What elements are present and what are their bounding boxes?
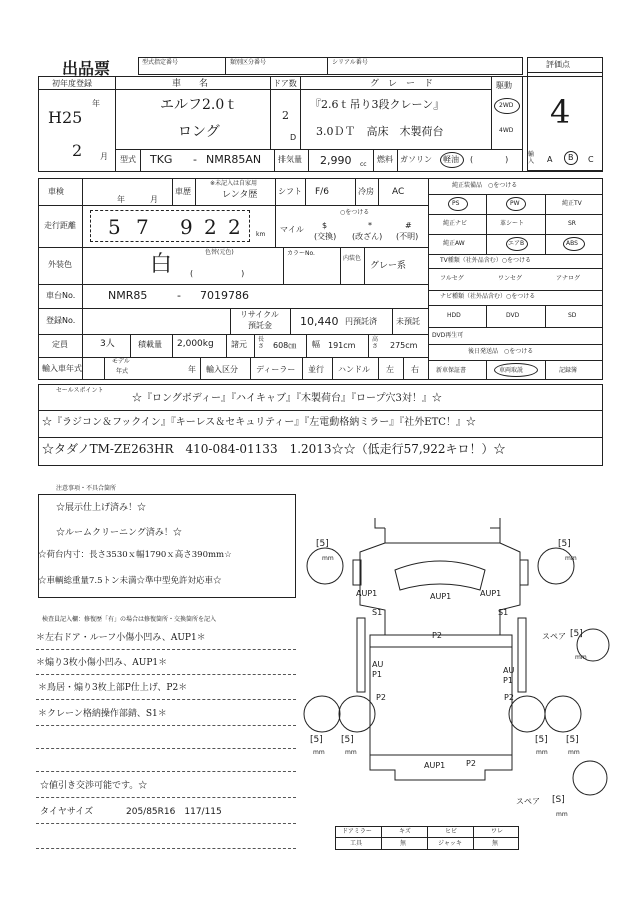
height-label: 高さ bbox=[372, 336, 379, 351]
length-value: 608㎝ bbox=[273, 341, 297, 350]
footer-header-2: キズ bbox=[399, 828, 411, 835]
mile-label: マイル bbox=[280, 225, 304, 234]
drive-label: 駆動 bbox=[496, 81, 512, 90]
page-title: 出品票 bbox=[62, 59, 111, 78]
shaken-year-unit: 年 bbox=[117, 195, 125, 204]
mileage-digit-5: 2 bbox=[228, 215, 241, 239]
vehicle-sub-name: ロング bbox=[178, 124, 220, 140]
doors-label: ドア数 bbox=[273, 79, 297, 88]
tire-size-value: 205/85R16 117/115 bbox=[126, 807, 222, 817]
import-period-label: 輸入車年式 bbox=[42, 364, 82, 373]
grade-line2: 3.0ＤＴ 高床 木製荷台 bbox=[316, 125, 444, 138]
tire-unit-rl2: mm bbox=[345, 749, 357, 756]
spare-value-bottom: S bbox=[555, 795, 562, 805]
color-change-label: 色替(元色) bbox=[205, 249, 234, 256]
mark-aup1-rear: AUP1 bbox=[424, 761, 446, 770]
tire-depth-rl2: 5 bbox=[344, 735, 351, 745]
capacity-value: 3人 bbox=[100, 339, 115, 349]
shift-label: シフト bbox=[278, 187, 302, 196]
tire-depth-rr2: 5 bbox=[569, 735, 576, 745]
abc-a: A bbox=[547, 155, 553, 164]
import-dealer: ディーラー bbox=[256, 365, 296, 374]
sales-point-line-1: ☆『ロングボディー』『ハイキャブ』『木製荷台』『ロープ穴3対！』☆ bbox=[132, 393, 442, 404]
note-line-2: ☆ルームクリーニング済み！☆ bbox=[56, 528, 182, 538]
recycle-unpaid: 未預託 bbox=[396, 317, 420, 326]
mark-s1-right: S1 bbox=[498, 608, 509, 617]
drive-2wd: 2WD bbox=[499, 102, 514, 109]
serial-label: シリアル番号 bbox=[332, 59, 368, 66]
mileage-opt1-symbol: $ bbox=[322, 221, 328, 230]
mileage-digit-1: 5 bbox=[108, 215, 121, 239]
history-value: レンタ歴 bbox=[222, 190, 258, 200]
handle-right: 右 bbox=[411, 365, 419, 374]
history-note: ※未記入は自家用 bbox=[210, 180, 258, 187]
note-line-4: ☆車輌総重量7.5トン未満☆準中型免許対応車☆ bbox=[38, 576, 222, 586]
abc-c: C bbox=[588, 155, 594, 164]
recycle-label-1: リサイクル bbox=[240, 310, 279, 319]
displacement-label: 排気量 bbox=[278, 155, 302, 164]
model-year-label-2: 年式 bbox=[116, 368, 129, 375]
post-title: 後日発送品 ○をつける bbox=[468, 348, 534, 355]
color-label: 外装色 bbox=[48, 260, 72, 269]
tire-unit-spare-top: mm bbox=[575, 654, 587, 661]
mark-aup1-side-left: AU P1 bbox=[372, 660, 384, 679]
post-item-3: 記録簿 bbox=[559, 367, 578, 374]
mileage-unit: km bbox=[256, 231, 266, 238]
navi-item-2: DVD bbox=[506, 312, 520, 319]
equip-item-9: ABS bbox=[566, 240, 578, 247]
footer-header-3: ヒビ bbox=[445, 828, 458, 835]
grade-line1: 『2.6ｔ吊り3段クレーン』 bbox=[310, 98, 445, 111]
mark-p2-right: P2 bbox=[504, 693, 514, 702]
navi-item-1: HDD bbox=[447, 312, 461, 319]
chassis-prefix: NMR85 bbox=[108, 289, 148, 302]
footer-cell-4: 無 bbox=[492, 840, 499, 847]
chassis-dash: - bbox=[177, 289, 181, 302]
equip-item-7: 純正AW bbox=[443, 240, 465, 247]
footer-cell-2: 無 bbox=[400, 840, 407, 847]
interior-value: グレー系 bbox=[370, 261, 407, 271]
footer-cell-3: ジャッキ bbox=[438, 840, 462, 847]
ac-value: AC bbox=[392, 187, 405, 197]
spare-unit-bottom: mm bbox=[556, 811, 568, 818]
model-label: 型式 bbox=[120, 155, 136, 164]
note-line-3: ☆荷台内寸：長さ3530ｘ幅1790ｘ高さ390mm☆ bbox=[38, 550, 232, 560]
color-value: 白 bbox=[150, 252, 173, 277]
post-item-1: 新車保証書 bbox=[436, 367, 467, 374]
doors-value: 2 bbox=[282, 109, 289, 122]
mark-s1-left: S1 bbox=[372, 608, 383, 617]
first-reg-year-unit: 年 bbox=[92, 99, 100, 108]
notes-label: 注意事項・不具合箇所 bbox=[56, 485, 117, 492]
tire-unit-fr: mm bbox=[565, 555, 577, 562]
mark-p2-rear: P2 bbox=[466, 759, 476, 768]
mileage-opt3-label: (不明) bbox=[396, 232, 419, 241]
sales-point-line-2: ☆『ラジコン＆フックイン』『キーレス＆セキュリティー』『左電動格納ミラー』『社外ETC！』☆ bbox=[42, 417, 476, 428]
tv-title: TV種類（社外品含む）○をつける bbox=[440, 257, 532, 264]
color-change-value: ( ) bbox=[190, 269, 245, 278]
equip-item-4: 純正ナビ bbox=[443, 220, 468, 227]
tire-unit-rr1: mm bbox=[536, 749, 548, 756]
mileage-digit-4: 2 bbox=[204, 215, 217, 239]
color-no-label: カラーNo. bbox=[287, 250, 315, 257]
mileage-opt1-label: (交換) bbox=[314, 232, 337, 241]
ac-label: 冷房 bbox=[358, 187, 374, 196]
reg-no-label: 登録No. bbox=[46, 316, 76, 325]
fuel-gasoline: ガソリン bbox=[400, 155, 432, 164]
equip-item-8: エアB bbox=[508, 240, 525, 247]
capacity-label: 定員 bbox=[52, 340, 68, 349]
import-year-unit: 年 bbox=[188, 365, 196, 374]
sales-point-line-3: ☆タダノTM-ZE263HR 410-084-01133 1.2013☆☆（低走行57,922キロ！）☆ bbox=[42, 442, 506, 456]
mileage-label: 走行距離 bbox=[44, 221, 76, 230]
category-label: 類別区分番号 bbox=[230, 59, 267, 66]
inspector-label: 検査員記入欄：修復歴「有」の場合は修復箇所・交換箇所を記入 bbox=[42, 616, 217, 623]
negotiation-note: ☆値引き交渉可能です。☆ bbox=[40, 781, 148, 791]
score-value: 4 bbox=[550, 93, 571, 131]
model-year-label-1: モデル bbox=[112, 358, 130, 365]
width-value: 191cm bbox=[328, 341, 356, 350]
mark-aup1-side-right: AU P1 bbox=[503, 666, 515, 685]
import-label: 輸入 bbox=[528, 151, 535, 165]
recycle-fee-value: 10,440 bbox=[300, 315, 339, 328]
load-label: 積載量 bbox=[138, 340, 162, 349]
door-type: D bbox=[290, 133, 297, 142]
vehicle-name-label: 車 名 bbox=[172, 79, 209, 89]
navi-item-3: SD bbox=[568, 312, 577, 319]
tire-unit-rl1: mm bbox=[313, 749, 325, 756]
mark-aup1-cab-right: AUP1 bbox=[480, 589, 502, 598]
mileage-opt3-symbol: # bbox=[405, 221, 412, 230]
spare-label-top: スペア bbox=[542, 632, 566, 641]
mark-aup1-cab-left: AUP1 bbox=[356, 589, 378, 598]
tire-unit-rr2: mm bbox=[568, 749, 580, 756]
mileage-digit-2: 7 bbox=[136, 215, 149, 239]
footer-header-4: ワレ bbox=[491, 828, 504, 835]
fuel-diesel: 軽油 bbox=[443, 155, 459, 164]
first-reg-month: 2 bbox=[72, 141, 83, 160]
displacement-value: 2,990 bbox=[320, 154, 352, 167]
tire-depth-fl: 5 bbox=[319, 539, 326, 549]
mark-p2-left: P2 bbox=[376, 693, 386, 702]
shaken-month-unit: 月 bbox=[150, 195, 158, 204]
tire-unit-fl: mm bbox=[322, 555, 334, 562]
first-reg-month-unit: 月 bbox=[100, 152, 108, 161]
tire-depth-spare-top: 5 bbox=[573, 629, 580, 639]
tv-item-3: アナログ bbox=[556, 275, 581, 282]
equip-item-3: 純正TV bbox=[562, 200, 582, 207]
chassis-number: 7019786 bbox=[200, 289, 249, 302]
inspector-line-4: ＊クレーン格納操作部錆、S1＊ bbox=[38, 709, 167, 719]
inspector-line-1: ＊左右ドア・ルーフ小傷小凹み、AUP1＊ bbox=[36, 633, 206, 643]
note-line-1: ☆展示仕上げ済み！☆ bbox=[56, 503, 147, 513]
equip-item-1: PS bbox=[452, 200, 460, 207]
drive-4wd: 4WD bbox=[499, 127, 514, 134]
model-dash: - bbox=[193, 153, 197, 166]
handle-left: 左 bbox=[386, 365, 394, 374]
inspector-line-3: ＊鳥居・煽り3枚上部P仕上げ、P2＊ bbox=[38, 683, 188, 693]
handle-label: ハンドル bbox=[338, 365, 370, 374]
shaken-label: 車検 bbox=[48, 187, 64, 196]
mark-aup1-cab-center: AUP1 bbox=[430, 592, 452, 601]
import-class-label: 輸入区分 bbox=[206, 365, 238, 374]
type-designation-label: 型式指定番号 bbox=[142, 59, 179, 66]
dims-label: 諸元 bbox=[231, 340, 247, 349]
model-prefix: TKG bbox=[150, 153, 173, 166]
tv-item-1: フルセグ bbox=[440, 275, 464, 282]
equip-item-6: SR bbox=[568, 220, 576, 227]
first-reg-label: 初年度登録 bbox=[52, 79, 92, 88]
sales-points-label: セールスポイント bbox=[56, 387, 104, 394]
interior-label: 内装色 bbox=[343, 255, 362, 262]
equip-item-2: PW bbox=[510, 200, 520, 207]
tire-depth-rr1: 5 bbox=[538, 735, 545, 745]
tire-size-label: タイヤサイズ bbox=[40, 807, 94, 817]
tire-depth-fr: 5 bbox=[561, 539, 568, 549]
first-reg-era: H25 bbox=[48, 108, 83, 127]
equip-item-5: 革シート bbox=[500, 220, 525, 227]
grade-label: グ レ ー ド bbox=[370, 79, 434, 89]
mileage-digit-3: 9 bbox=[180, 215, 193, 239]
dvd-label: DVD再生可 bbox=[432, 332, 464, 339]
fuel-label: 燃料 bbox=[377, 155, 393, 164]
footer-header-1: ドアミラー bbox=[342, 828, 372, 835]
navi-title: ナビ種類（社外品含む）○をつける bbox=[440, 293, 536, 300]
inspector-line-2: ＊煽り3枚小傷小凹み、AUP1＊ bbox=[36, 658, 168, 668]
footer-cell-1: 工具 bbox=[350, 840, 363, 847]
length-label: 長さ bbox=[258, 336, 265, 351]
spare-label-bottom: スペア bbox=[516, 797, 540, 806]
mileage-opt2-symbol: * bbox=[368, 221, 372, 230]
load-value: 2,000kg bbox=[177, 339, 214, 349]
mileage-o-note: ○をつける bbox=[340, 209, 370, 216]
recycle-fee-unit: 円預託済 bbox=[345, 317, 377, 326]
displacement-unit: cc bbox=[360, 161, 367, 168]
tire-depth-rl1: 5 bbox=[313, 735, 320, 745]
equipment-title: 純正装備品 ○をつける bbox=[452, 182, 518, 189]
chassis-label: 車台No. bbox=[46, 291, 76, 300]
mark-p2-center: P2 bbox=[432, 631, 442, 640]
abc-b: B bbox=[568, 153, 574, 162]
history-label: 車歴 bbox=[175, 187, 191, 196]
tv-item-2: ワンセグ bbox=[498, 275, 523, 282]
model-code: NMR85AN bbox=[206, 153, 262, 166]
recycle-label-2: 預託金 bbox=[248, 321, 272, 330]
height-value: 275cm bbox=[390, 341, 418, 350]
vehicle-name: エルフ2.0ｔ bbox=[160, 97, 239, 113]
shift-value: F/6 bbox=[315, 187, 329, 197]
mileage-opt2-label: (改ざん) bbox=[352, 232, 383, 241]
width-label: 幅 bbox=[312, 340, 320, 349]
score-label: 評価点 bbox=[546, 60, 570, 69]
post-item-2: 車両取説 bbox=[499, 367, 524, 374]
fuel-other: ( ) bbox=[470, 155, 509, 164]
import-parallel: 並行 bbox=[308, 365, 324, 374]
